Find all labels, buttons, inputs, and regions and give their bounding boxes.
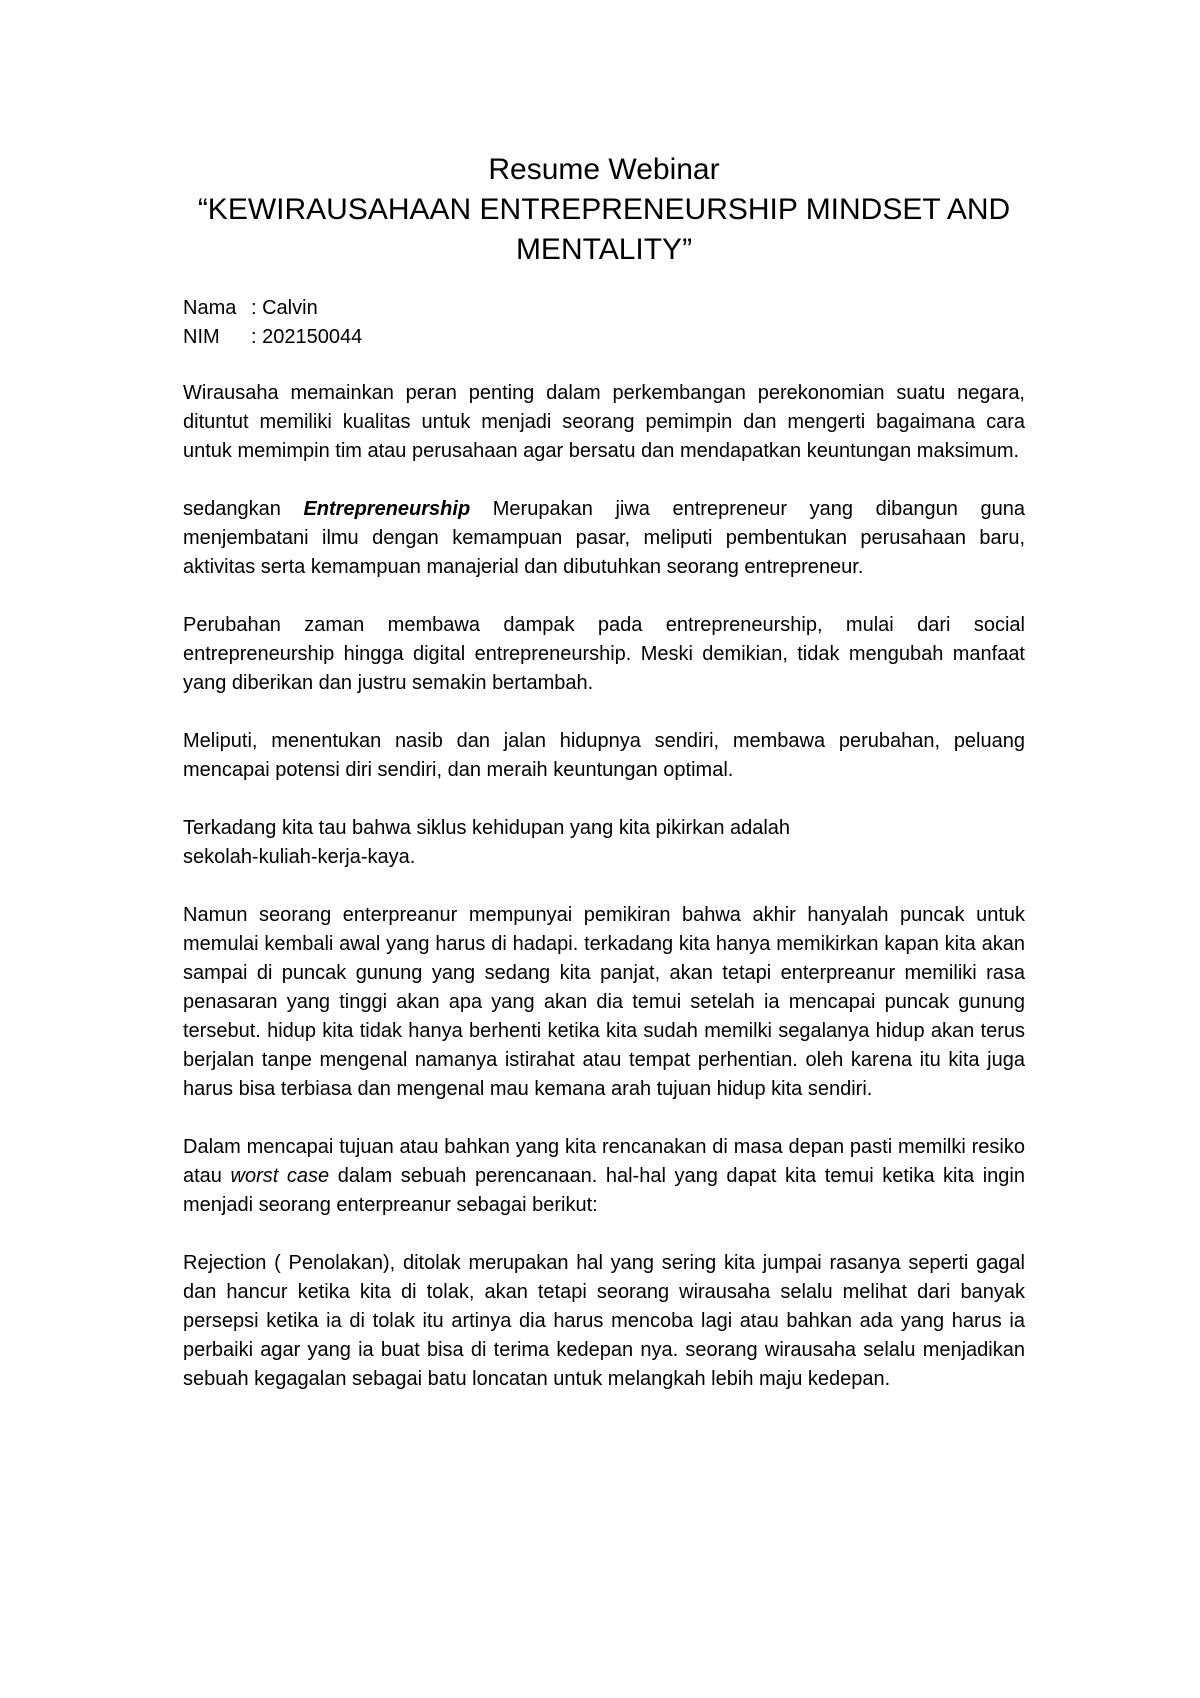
paragraph-6: Namun seorang enterpreanur mempunyai pemikiran bahwa akhir hanyalah puncak untuk memulai kembali awal yang harus di hadapi. terkadang kita hanya memikirkan kapan kita akan sampai di puncak gunung yang sedang kita panjat, akan tetapi enterpreanur memiliki rasa penasaran yang tinggi akan apa yang akan dia temui setelah ia mencapai puncak gunung tersebut. hidup kita tidak hanya berhenti ketika kita sudah memilki segalanya hidup akan terus berjalan tanpe mengenal namanya istirahat atau tempat perhentian. oleh karena itu kita juga harus bisa terbiasa dan mengenal mau kemana arah tujuan hidup kita sendiri. <box>183 904 1025 1100</box>
paragraph-7-emphasis: worst case <box>230 1165 330 1187</box>
info-value: : 202150044 <box>251 326 363 348</box>
info-row-nim <box>183 323 1025 352</box>
document-title <box>183 150 1025 270</box>
paragraph-2-pre: sedangkan <box>183 498 304 520</box>
paragraph-5-line-2: sekolah-kuliah-kerja-kaya. <box>183 846 416 868</box>
info-value: : Calvin <box>251 297 318 319</box>
document-body <box>183 150 1025 1394</box>
paragraph-5-line-1: Terkadang kita tau bahwa siklus kehidupan yang kita pikirkan adalah <box>183 817 791 839</box>
paragraph-2-emphasis: Entrepreneurship <box>303 498 471 520</box>
title-line-1: Resume Webinar <box>488 153 720 186</box>
paragraph-5 <box>183 814 1025 872</box>
paragraph-7 <box>183 1133 1025 1220</box>
paragraph-1: Wirausaha memainkan peran penting dalam perkembangan perekonomian suatu negara, dituntut memiliki kualitas untuk menjadi seorang pemimpin dan mengerti bagaimana cara untuk memimpin tim atau perusahaan agar bersatu dan mendapatkan keuntungan maksimum. <box>183 382 1025 462</box>
paragraph-2 <box>183 495 1025 582</box>
info-label: NIM <box>183 326 220 348</box>
paragraph-4: Meliputi, menentukan nasib dan jalan hidupnya sendiri, membawa perubahan, peluang mencapai potensi diri sendiri, dan meraih keuntungan optimal. <box>183 730 1025 781</box>
paragraph-2-post: Merupakan jiwa entrepreneur yang dibangun guna menjembatani ilmu dengan kemampuan pasar, meliputi pembentukan perusahaan baru, aktivitas serta kemampuan manajerial dan dibutuhkan seorang entrepreneur. <box>183 498 1025 578</box>
info-row-nama <box>183 294 1025 323</box>
student-info <box>183 294 1025 352</box>
info-label: Nama <box>183 297 237 319</box>
paragraph-7-pre: Dalam mencapai tujuan atau bahkan yang kita rencanakan di masa depan pasti memilki resiko atau <box>183 1136 1025 1187</box>
paragraph-3: Perubahan zaman membawa dampak pada entrepreneurship, mulai dari social entrepreneurship hingga digital entrepreneurship. Meski demikian, tidak mengubah manfaat yang diberikan dan justru semakin bertambah. <box>183 614 1025 694</box>
paragraph-7-post: dalam sebuah perencanaan. hal-hal yang dapat kita temui ketika kita ingin menjadi seorang enterpreanur sebagai berikut: <box>183 1165 1025 1216</box>
paragraph-8: Rejection ( Penolakan), ditolak merupakan hal yang sering kita jumpai rasanya seperti gagal dan hancur ketika kita di tolak, akan tetapi seorang wirausaha selalu melihat dari banyak persepsi ketika ia di tolak itu artinya dia harus mencoba lagi atau bahkan ada yang harus ia perbaiki agar yang ia buat bisa di terima kedepan nya. seorang wirausaha selalu menjadikan sebuah kegagalan sebagai batu loncatan untuk melangkah lebih maju kedepan. <box>183 1252 1025 1390</box>
title-line-2: “KEWIRAUSAHAAN ENTREPRENEURSHIP MINDSET AND MENTALITY” <box>197 193 1011 266</box>
